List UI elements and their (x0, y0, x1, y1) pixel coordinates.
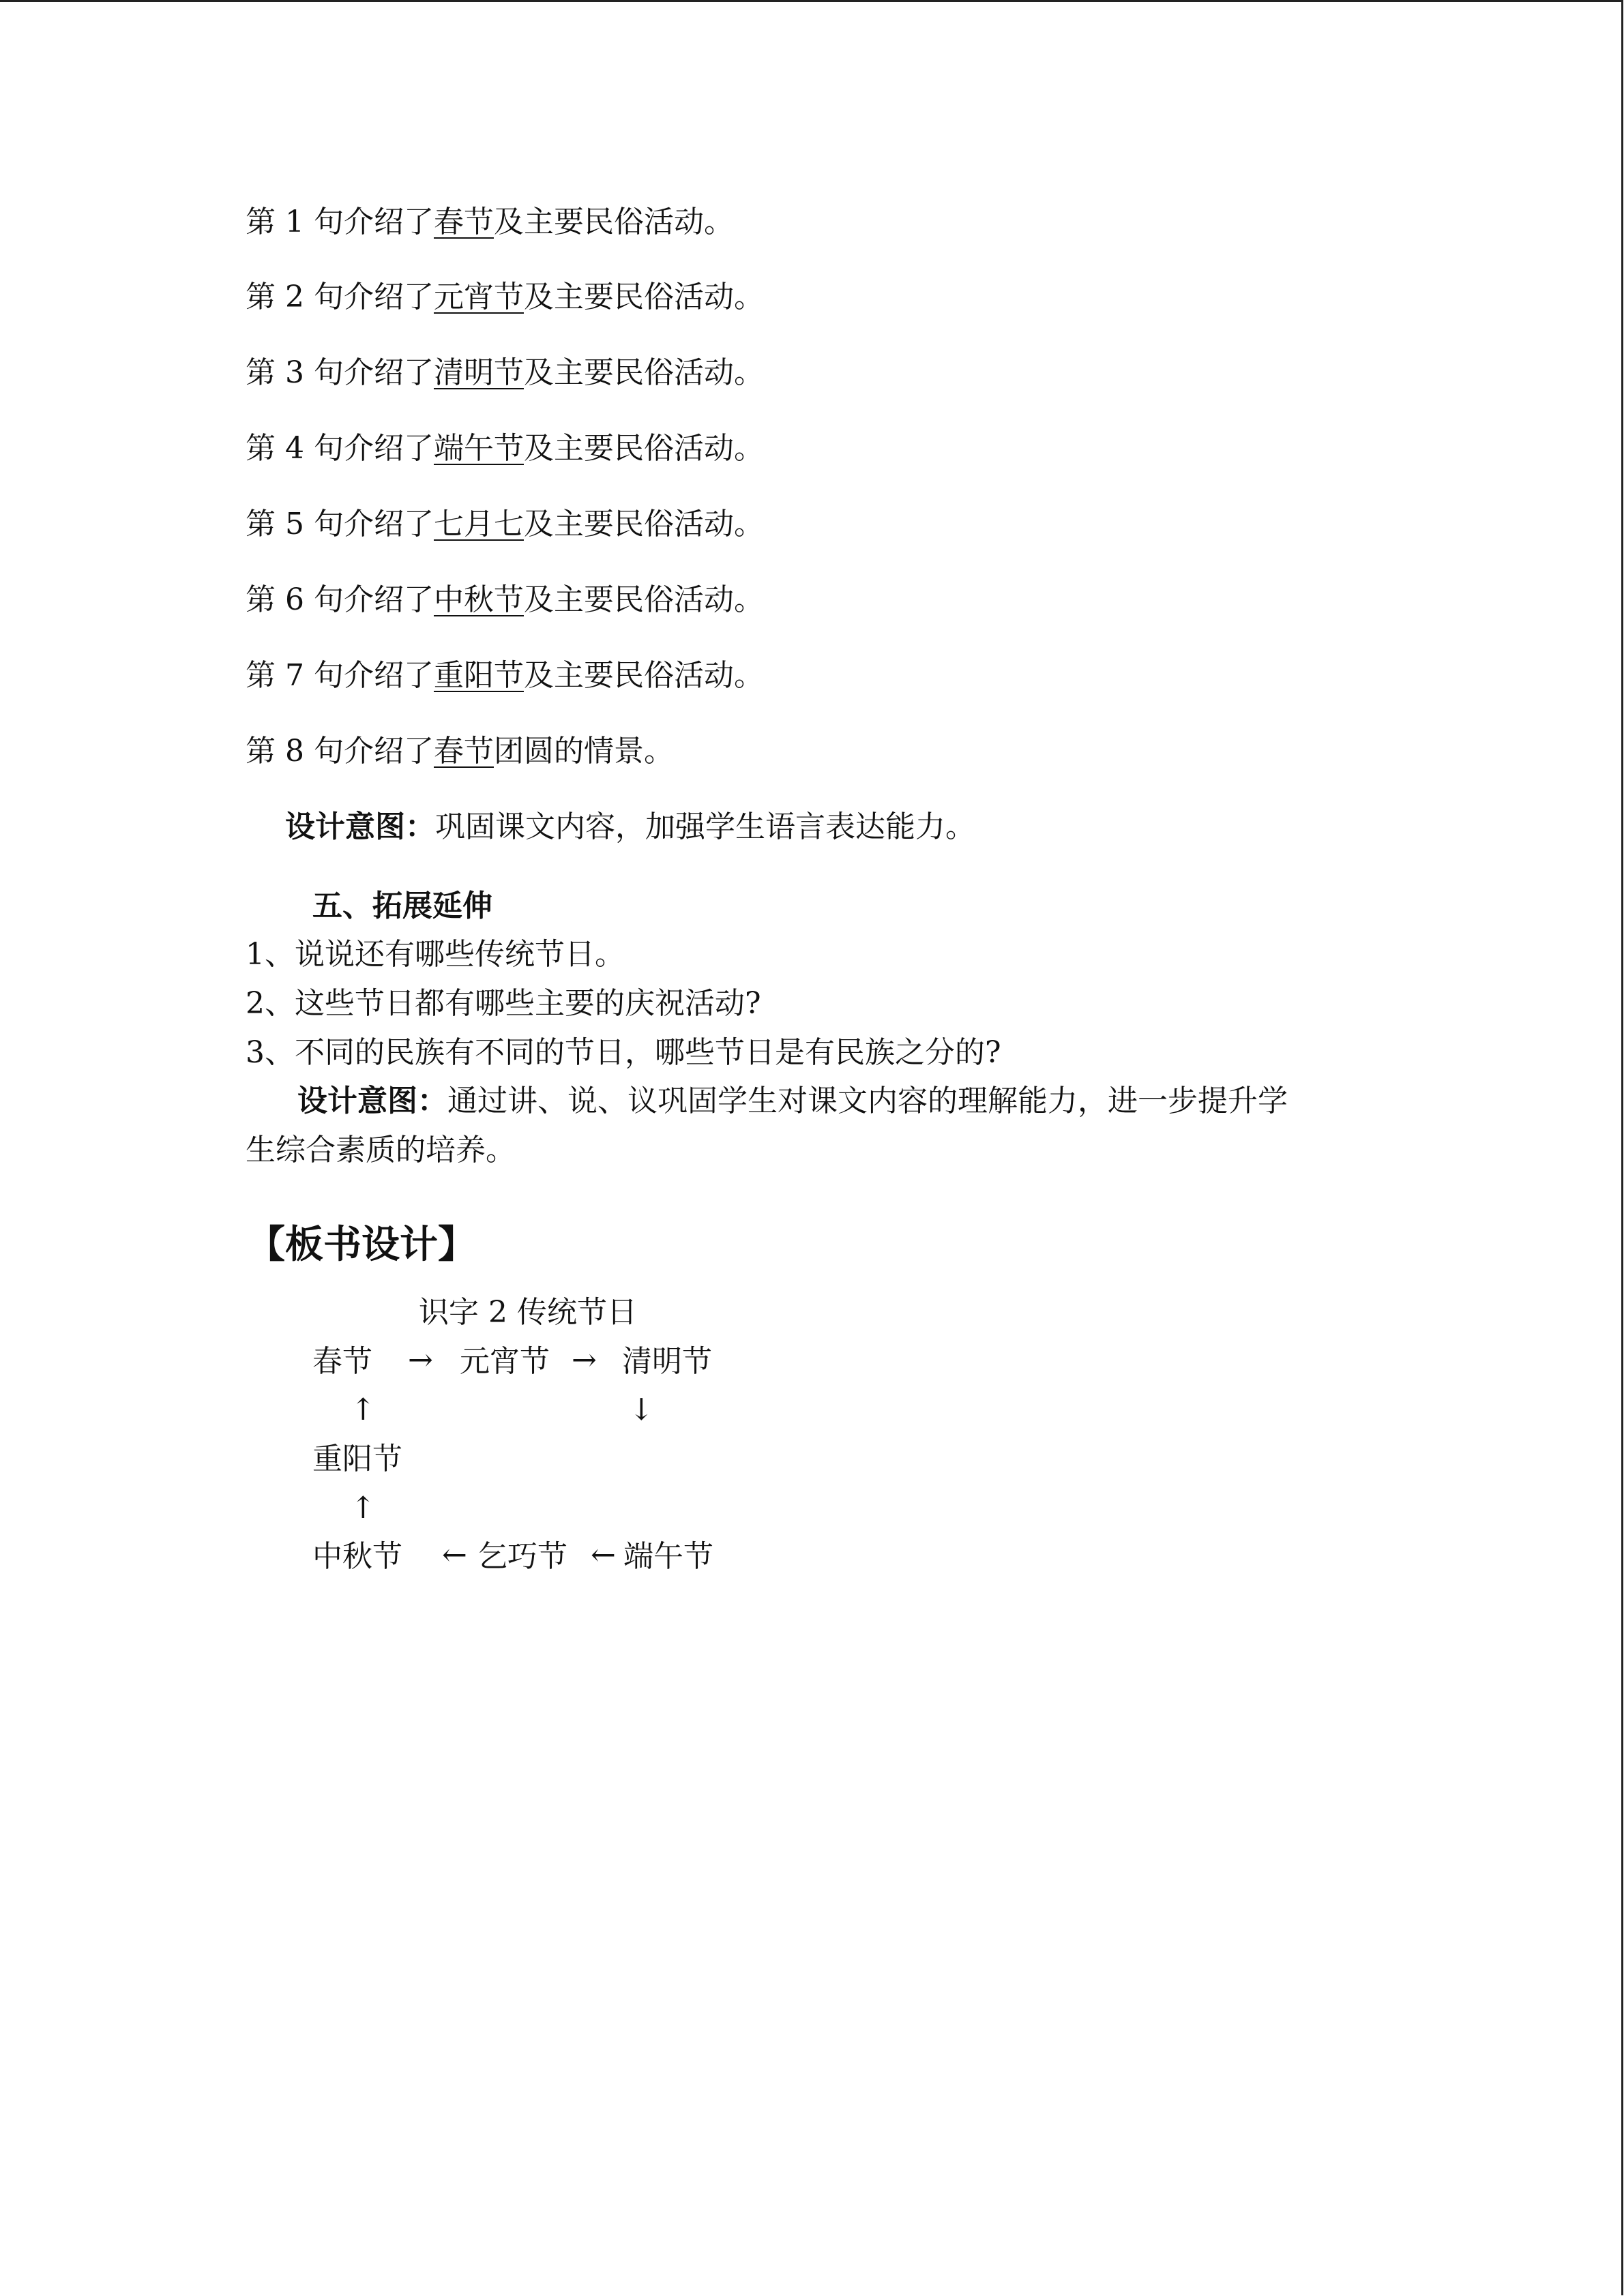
extension-item-2: 2、这些节日都有哪些主要的庆祝活动? (246, 986, 761, 1021)
extension-item-3: 3、不同的民族有不同的节日，哪些节日是有民族之分的? (246, 1035, 1001, 1070)
sentence-7: 第 7 句介绍了重阳节及主要民俗活动。 (246, 658, 764, 693)
sentence-5: 第 5 句介绍了七月七及主要民俗活动。 (246, 507, 764, 541)
board-qingming: 清明节 (622, 1344, 712, 1379)
design-intent-2-continued: 生综合素质的培养。 (246, 1133, 516, 1167)
board-design-heading: 【板书设计】 (247, 1222, 476, 1267)
arrow-up-icon: ↑ (351, 1491, 376, 1525)
board-yuanxiao: 元宵节 (460, 1344, 550, 1379)
board-title: 识字 2 传统节日 (419, 1295, 637, 1330)
design-intent-label: 设计意图： (285, 809, 435, 844)
extension-item-1: 1、说说还有哪些传统节日。 (246, 937, 625, 972)
arrow-down-icon: ↓ (629, 1392, 654, 1427)
festival-name: 端午节 (433, 431, 524, 466)
sentence-6: 第 6 句介绍了中秋节及主要民俗活动。 (246, 582, 764, 617)
design-intent-1: 设计意图：巩固课文内容，加强学生语言表达能力。 (285, 809, 975, 844)
board-chunjie: 春节 (312, 1344, 372, 1379)
festival-name: 元宵节 (433, 280, 524, 314)
festival-name: 中秋节 (433, 582, 524, 617)
board-duanwu: 端午节 (623, 1539, 713, 1574)
board-qiqiao: 乞巧节 (477, 1539, 567, 1574)
board-zhongqiu: 中秋节 (312, 1539, 402, 1574)
festival-name: 春节 (433, 734, 494, 769)
festival-name: 重阳节 (433, 658, 524, 693)
sentence-4: 第 4 句介绍了端午节及主要民俗活动。 (246, 431, 764, 466)
design-intent-2: 设计意图：通过讲、说、议巩固学生对课文内容的理解能力，进一步提升学 (297, 1084, 1288, 1118)
arrow-up-icon: ↑ (351, 1392, 376, 1427)
arrow-right-icon: → (408, 1343, 433, 1377)
arrow-left-icon: ← (442, 1538, 467, 1572)
sentence-8: 第 8 句介绍了春节团圆的情景。 (246, 734, 674, 769)
arrow-right-icon: → (572, 1343, 597, 1377)
festival-name: 清明节 (433, 355, 524, 390)
sentence-1: 第 1 句介绍了春节及主要民俗活动。 (246, 205, 734, 239)
design-intent-label: 设计意图： (297, 1084, 447, 1118)
sentence-2: 第 2 句介绍了元宵节及主要民俗活动。 (246, 280, 764, 314)
section-five-title: 五、拓展延伸 (312, 889, 492, 923)
festival-name: 春节 (433, 205, 494, 239)
arrow-left-icon: ← (591, 1538, 616, 1572)
sentence-3: 第 3 句介绍了清明节及主要民俗活动。 (246, 355, 764, 390)
festival-name: 七月七 (433, 507, 524, 541)
board-chongyang: 重阳节 (312, 1442, 402, 1476)
